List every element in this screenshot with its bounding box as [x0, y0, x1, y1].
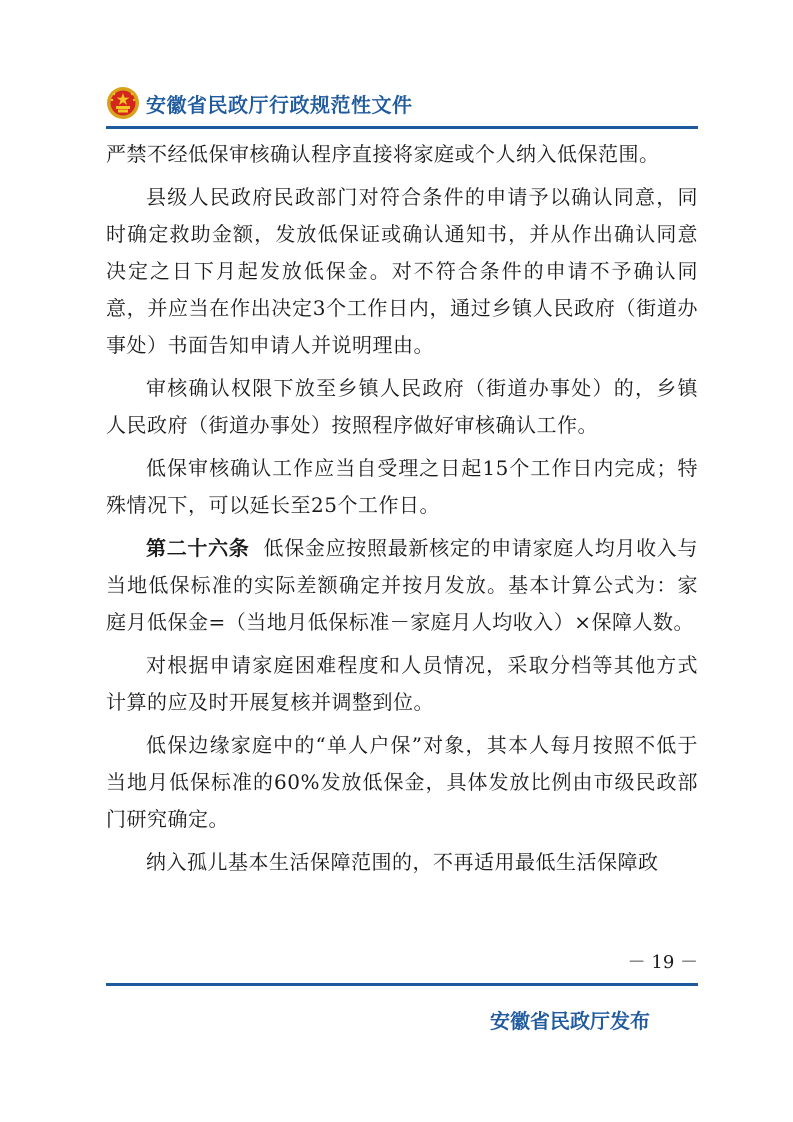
- paragraph: [106, 450, 698, 524]
- paragraph: [106, 647, 698, 721]
- paragraph: [106, 844, 698, 881]
- footer-divider: [106, 983, 698, 986]
- paragraph-text: 低保金应按照最新核定的申请家庭人均月收入与当地低保标准的实际差额确定并按月发放。基本计算公式为：家庭月低保金=（当地月低保标准－家庭月人均收入）×保障人数。: [106, 536, 698, 634]
- paragraph-text: 县级人民政府民政部门对符合条件的申请予以确认同意，同时确定救助金额，发放低保证或确认通知书，并从作出确认同意决定之日下月起发放低保金。对不符合条件的申请不予确认同意，并应当在作出决定3个工作日内，通过乡镇人民政府（街道办事处）书面告知申请人并说明理由。: [106, 185, 698, 357]
- paragraph-text: 低保审核确认工作应当自受理之日起15个工作日内完成；特殊情况下，可以延长至25个工作日。: [106, 456, 698, 517]
- paragraph-text: 纳入孤儿基本生活保障范围的，不再适用最低生活保障政: [146, 850, 659, 874]
- paragraph: [106, 727, 698, 838]
- national-emblem-icon: [106, 86, 140, 120]
- paragraph: [106, 370, 698, 444]
- paragraph-text: 严禁不经低保审核确认程序直接将家庭或个人纳入低保范围。: [106, 142, 660, 166]
- paragraph: [106, 179, 698, 364]
- document-body: [106, 136, 698, 887]
- header-title: 安徽省民政厅行政规范性文件: [146, 92, 413, 117]
- page-number: － 19 －: [627, 952, 698, 973]
- paragraph: [106, 136, 698, 173]
- footer-publisher: 安徽省民政厅发布: [490, 1009, 650, 1033]
- paragraph-text: 低保边缘家庭中的“单人户保”对象，其本人每月按照不低于当地月低保标准的60%发放低保金，具体发放比例由市级民政部门研究确定。: [106, 733, 698, 831]
- paragraph: [106, 530, 698, 641]
- paragraph-text: 审核确认权限下放至乡镇人民政府（街道办事处）的，乡镇人民政府（街道办事处）按照程序做好审核确认工作。: [106, 376, 698, 437]
- paragraph-text: 对根据申请家庭困难程度和人员情况，采取分档等其他方式计算的应及时开展复核并调整到位。: [106, 653, 698, 714]
- header-divider: [106, 126, 698, 129]
- document-header: [106, 84, 413, 122]
- article-number: 第二十六条: [146, 536, 250, 560]
